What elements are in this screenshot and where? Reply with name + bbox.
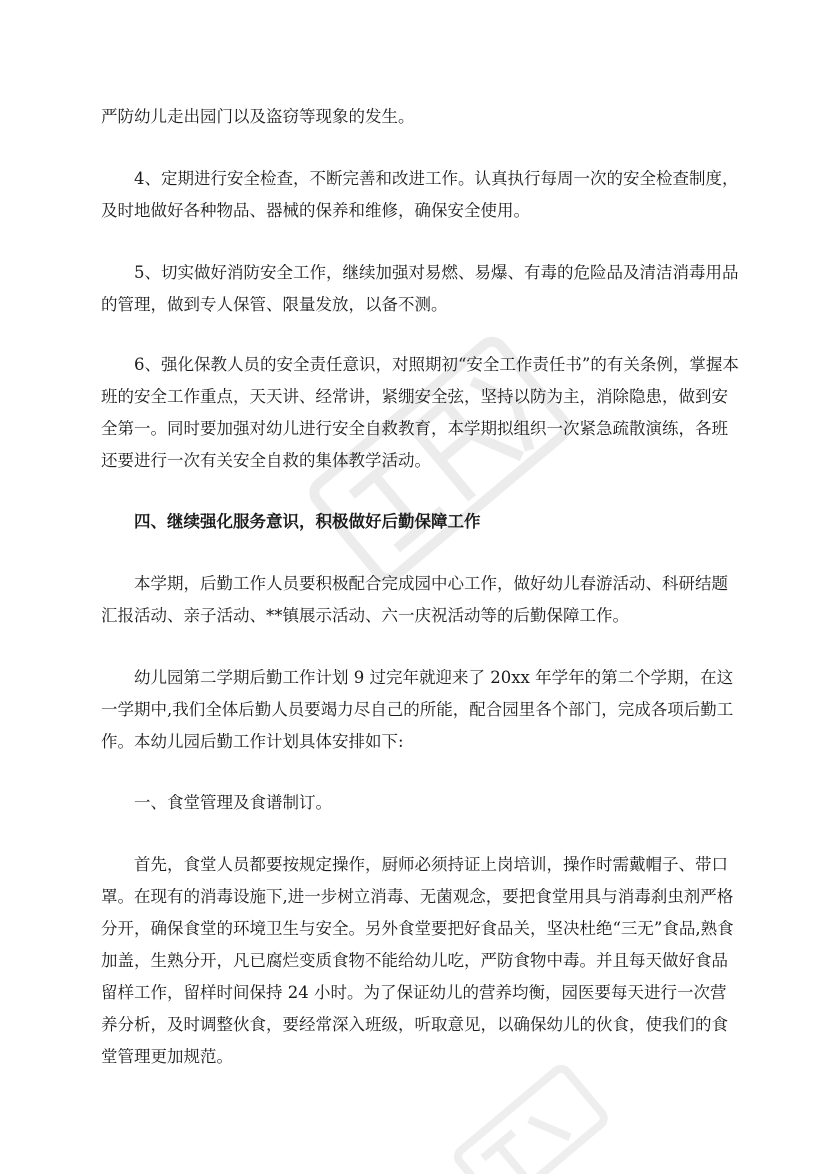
paragraph-canteen-management: 首先，食堂人员都要按规定操作，厨师必须持证上岗培训，操作时需戴帽子、带口罩。在现有的消毒设施下,进一步树立消毒、无菌观念，要把食堂用具与消毒刹虫剂严格分开，确保食堂的环境卫生与安全。另外食堂要把好食品关，坚决杜绝“三无”食品,熟食加盖，生熟分开，凡已腐烂变质食物不能给幼儿吃，严防食物中毒。并且每天做好食品留样工作，留样时间保持 24 小时。为了保证幼儿的营养均衡，园医要每天进行一次营养分析，及时调整伙食，要经常深入班级，听取意见，以确保幼儿的伙食，使我们的食堂管理更加规范。 — [101, 855, 734, 1066]
paragraph-plan-intro: 幼儿园第二学期后勤工作计划 9 过完年就迎来了 20xx 年学年的第二个学期，在这一学期中,我们全体后勤人员要竭力尽自己的所能，配合园里各个部门，完成各项后勤工作。本幼儿园后勤工作计划具体安排如下: — [101, 668, 734, 751]
section-heading-4: 四、继续强化服务意识，积极做好后勤保障工作 — [134, 512, 481, 531]
paragraph-semester-work: 本学期，后勤工作人员要积极配合完成园中心工作，做好幼儿春游活动、科研结题汇报活动、亲子活动、**镇展示活动、六一庆祝活动等的后勤保障工作。 — [101, 574, 728, 625]
section-heading-canteen: 一、食堂管理及食谱制订。 — [134, 793, 332, 812]
paragraph-item-6: 6、强化保教人员的安全责任意识，对照期初“安全工作责任书”的有关条例，掌握本班的安全工作重点，天天讲、经常讲，紧绷安全弦，坚持以防为主，消除隐患，做到安全第一。同时要加强对幼儿进行安全自救教育，本学期拟组织一次紧急疏散演练，各班还要进行一次有关安全自救的集体教学活动。 — [101, 355, 739, 470]
paragraph-continuation: 严防幼儿走出园门以及盗窃等现象的发生。 — [101, 107, 415, 126]
paragraph-item-4: 4、定期进行安全检查，不断完善和改进工作。认真执行每周一次的安全检查制度，及时地做好各种物品、器械的保养和维修，确保安全使用。 — [101, 169, 739, 220]
paragraph-item-5: 5、切实做好消防安全工作，继续加强对易燃、易爆、有毒的危险品及清洁消毒用品的管理，做到专人保管、限量发放，以备不测。 — [101, 263, 739, 314]
